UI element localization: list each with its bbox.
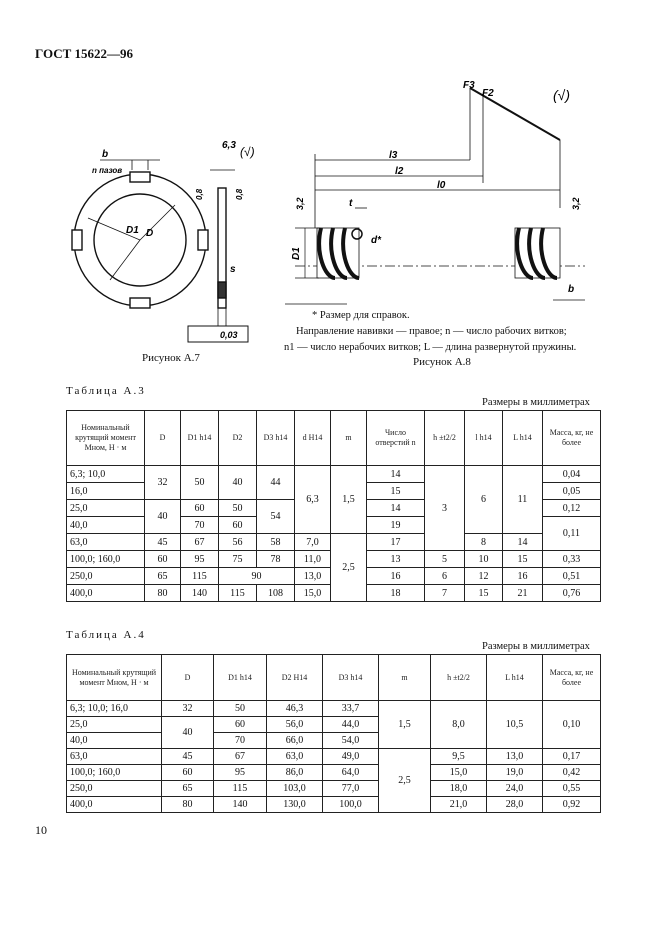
cell: 10 (465, 551, 503, 568)
th-mass: Масса, кг, не более (543, 655, 601, 701)
th-d-outer: D (162, 655, 214, 701)
th-d1: D1 h14 (214, 655, 267, 701)
cell: 21,0 (431, 797, 487, 813)
cell: 15 (465, 585, 503, 602)
cell: 8 (465, 534, 503, 551)
cell: 6,3; 10,0 (67, 466, 145, 483)
cell: 67 (181, 534, 219, 551)
cell: 13,0 (295, 568, 331, 585)
cell: 90 (219, 568, 295, 585)
cell: 65 (145, 568, 181, 585)
label-f2: F2 (482, 88, 494, 99)
cell: 28,0 (487, 797, 543, 813)
cell: 1,5 (379, 701, 431, 749)
cell: 130,0 (267, 797, 323, 813)
label-l3: l3 (389, 150, 398, 161)
cell: 40 (162, 717, 214, 749)
cell: 18,0 (431, 781, 487, 797)
cell: 0,55 (543, 781, 601, 797)
cell: 80 (145, 585, 181, 602)
cell: 103,0 (267, 781, 323, 797)
figure-a8-drawing (285, 78, 605, 310)
cell: 54,0 (323, 733, 379, 749)
groove-bottom (130, 298, 150, 308)
cell: 95 (214, 765, 267, 781)
label-t: t (349, 198, 353, 209)
table-a4-title: Таблица А.4 (66, 629, 146, 641)
cell: 0,42 (543, 765, 601, 781)
page-header: ГОСТ 15622—96 (35, 46, 134, 61)
label-roughness-paren: (√) (553, 87, 571, 103)
th-m: m (331, 411, 367, 466)
figure-a8-note-star: * Размер для справок. (312, 310, 410, 321)
cell: 40,0 (67, 517, 145, 534)
th-l: l h14 (465, 411, 503, 466)
cell: 115 (181, 568, 219, 585)
th-L: L h14 (487, 655, 543, 701)
groove-left (72, 230, 82, 250)
cell: 140 (181, 585, 219, 602)
cell: 45 (145, 534, 181, 551)
cell: 250,0 (67, 781, 162, 797)
label-dim-left: 0,8 (195, 188, 204, 200)
cell: 32 (162, 701, 214, 717)
cell: 115 (214, 781, 267, 797)
cell: 13 (367, 551, 425, 568)
cell: 0,17 (543, 749, 601, 765)
th-h: h ±t2/2 (425, 411, 465, 466)
cell: 60 (219, 517, 257, 534)
cell: 8,0 (431, 701, 487, 749)
cell: 115 (219, 585, 257, 602)
cell: 100,0 (323, 797, 379, 813)
th-d1: D1 h14 (181, 411, 219, 466)
cell: 0,05 (543, 483, 601, 500)
cell: 58 (257, 534, 295, 551)
label-roughness: 6,3 (222, 140, 236, 151)
th-d-hole: d H14 (295, 411, 331, 466)
cell: 60 (145, 551, 181, 568)
cell: 6 (465, 466, 503, 534)
cell: 18 (367, 585, 425, 602)
cell: 7 (425, 585, 465, 602)
cell: 50 (181, 466, 219, 500)
groove-top (130, 172, 150, 182)
label-l2: l2 (395, 166, 404, 177)
cell: 33,7 (323, 701, 379, 717)
cell: 15,0 (431, 765, 487, 781)
cell: 86,0 (267, 765, 323, 781)
cell: 75 (219, 551, 257, 568)
cell: 16 (503, 568, 543, 585)
cell: 60 (181, 500, 219, 517)
cell: 3 (425, 466, 465, 551)
th-d-outer: D (145, 411, 181, 466)
cell: 0,11 (543, 517, 601, 551)
cell: 0,12 (543, 500, 601, 517)
cell: 21 (503, 585, 543, 602)
cell: 45 (162, 749, 214, 765)
cell: 56,0 (267, 717, 323, 733)
cell: 56 (219, 534, 257, 551)
cell: 40 (219, 466, 257, 500)
cell: 0,92 (543, 797, 601, 813)
cell: 64,0 (323, 765, 379, 781)
cell: 400,0 (67, 797, 162, 813)
label-dim-left: 3,2 (295, 197, 305, 210)
cell: 46,3 (267, 701, 323, 717)
cell: 63,0 (67, 749, 162, 765)
figure-a8-note-line2: n1 — число нерабочих витков; L — длина развернутой пружины. (284, 342, 577, 353)
label-f3: F3 (463, 80, 475, 91)
cell: 0,04 (543, 466, 601, 483)
table-row (67, 765, 601, 781)
cell: 2,5 (331, 534, 367, 602)
label-d: D (146, 228, 154, 239)
cell: 14 (503, 534, 543, 551)
cell: 15,0 (295, 585, 331, 602)
label-s: s (230, 264, 236, 275)
table-a4 (66, 654, 601, 813)
th-d3: D3 h14 (257, 411, 295, 466)
table-a3 (66, 410, 601, 602)
cell: 5 (425, 551, 465, 568)
cell: 6,3 (295, 466, 331, 534)
cell: 19,0 (487, 765, 543, 781)
cell: 67 (214, 749, 267, 765)
label-d1: D1 (291, 247, 302, 260)
cell: 25,0 (67, 717, 162, 733)
table-a3-title: Таблица А.3 (66, 385, 146, 397)
cell: 19 (367, 517, 425, 534)
label-b: b (102, 149, 109, 160)
groove-right (198, 230, 208, 250)
label-dim-right: 0,8 (235, 188, 244, 200)
cell: 44 (257, 466, 295, 500)
cell: 400,0 (67, 585, 145, 602)
cell: 11 (503, 466, 543, 534)
cell: 9,5 (431, 749, 487, 765)
page-number: 10 (35, 823, 47, 837)
cell: 49,0 (323, 749, 379, 765)
cell: 44,0 (323, 717, 379, 733)
cell: 24,0 (487, 781, 543, 797)
table-row (67, 701, 601, 717)
table-row (67, 534, 601, 551)
cell: 80 (162, 797, 214, 813)
figure-a7-drawing (60, 130, 260, 350)
cell: 63,0 (67, 534, 145, 551)
cell: 50 (214, 701, 267, 717)
th-L: L h14 (503, 411, 543, 466)
cell: 60 (162, 765, 214, 781)
cell: 17 (367, 534, 425, 551)
cell: 60 (214, 717, 267, 733)
cell: 140 (214, 797, 267, 813)
table-row (67, 466, 601, 483)
cell: 6 (425, 568, 465, 585)
cell: 14 (367, 466, 425, 483)
label-d1: D1 (126, 225, 139, 236)
figure-a8-caption: Рисунок А.8 (413, 356, 471, 368)
cell: 78 (257, 551, 295, 568)
cell: 50 (219, 500, 257, 517)
cell: 63,0 (267, 749, 323, 765)
th-m: m (379, 655, 431, 701)
cell: 108 (257, 585, 295, 602)
cell: 1,5 (331, 466, 367, 534)
th-d2: D2 H14 (267, 655, 323, 701)
cell: 95 (181, 551, 219, 568)
cell: 0,76 (543, 585, 601, 602)
th-mass: Масса, кг, не более (543, 411, 601, 466)
cell: 15 (367, 483, 425, 500)
cell: 32 (145, 466, 181, 500)
label-d-star: d* (371, 235, 381, 246)
th-d2: D2 (219, 411, 257, 466)
cell: 40,0 (67, 733, 162, 749)
cell: 250,0 (67, 568, 145, 585)
table-a4-units: Размеры в миллиметрах (482, 641, 590, 652)
cell: 12 (465, 568, 503, 585)
cell: 70 (214, 733, 267, 749)
label-l0: l0 (437, 180, 446, 191)
th-h: h ±t2/2 (431, 655, 487, 701)
cell: 16 (367, 568, 425, 585)
figure-a7-caption: Рисунок А.7 (142, 352, 200, 364)
cell: 15 (503, 551, 543, 568)
label-tolerance: 0,03 (220, 330, 238, 340)
cell: 10,5 (487, 701, 543, 749)
table-row (67, 781, 601, 797)
th-holes: Число отверстий n (367, 411, 425, 466)
cell: 77,0 (323, 781, 379, 797)
label-n-grooves: n пазов (92, 166, 123, 175)
table-row (67, 749, 601, 765)
cell: 40 (145, 500, 181, 534)
cell: 54 (257, 500, 295, 534)
cell: 16,0 (67, 483, 145, 500)
cell: 11,0 (295, 551, 331, 568)
cell: 66,0 (267, 733, 323, 749)
table-row (67, 797, 601, 813)
cell: 100,0; 160,0 (67, 551, 145, 568)
cell: 2,5 (379, 749, 431, 813)
cell: 6,3; 10,0; 16,0 (67, 701, 162, 717)
cell: 0,33 (543, 551, 601, 568)
label-roughness-paren: (√) (240, 145, 255, 159)
cell: 13,0 (487, 749, 543, 765)
cell: 7,0 (295, 534, 331, 551)
th-moment: Номинальный крутящий момент Мном, Н · м (67, 655, 162, 701)
label-b: b (568, 284, 575, 295)
figure-a8-note-line1: Направление навивки — правое; n — число рабочих витков; (296, 326, 567, 337)
cell: 14 (367, 500, 425, 517)
th-moment: Номинальный крутящий момент Мном, Н · м (67, 411, 145, 466)
cell: 0,10 (543, 701, 601, 749)
th-d3: D3 h14 (323, 655, 379, 701)
cell: 100,0; 160,0 (67, 765, 162, 781)
label-dim-right: 3,2 (571, 197, 581, 210)
table-a3-units: Размеры в миллиметрах (482, 397, 590, 408)
cell: 25,0 (67, 500, 145, 517)
cell: 0,51 (543, 568, 601, 585)
cell: 65 (162, 781, 214, 797)
cell: 70 (181, 517, 219, 534)
